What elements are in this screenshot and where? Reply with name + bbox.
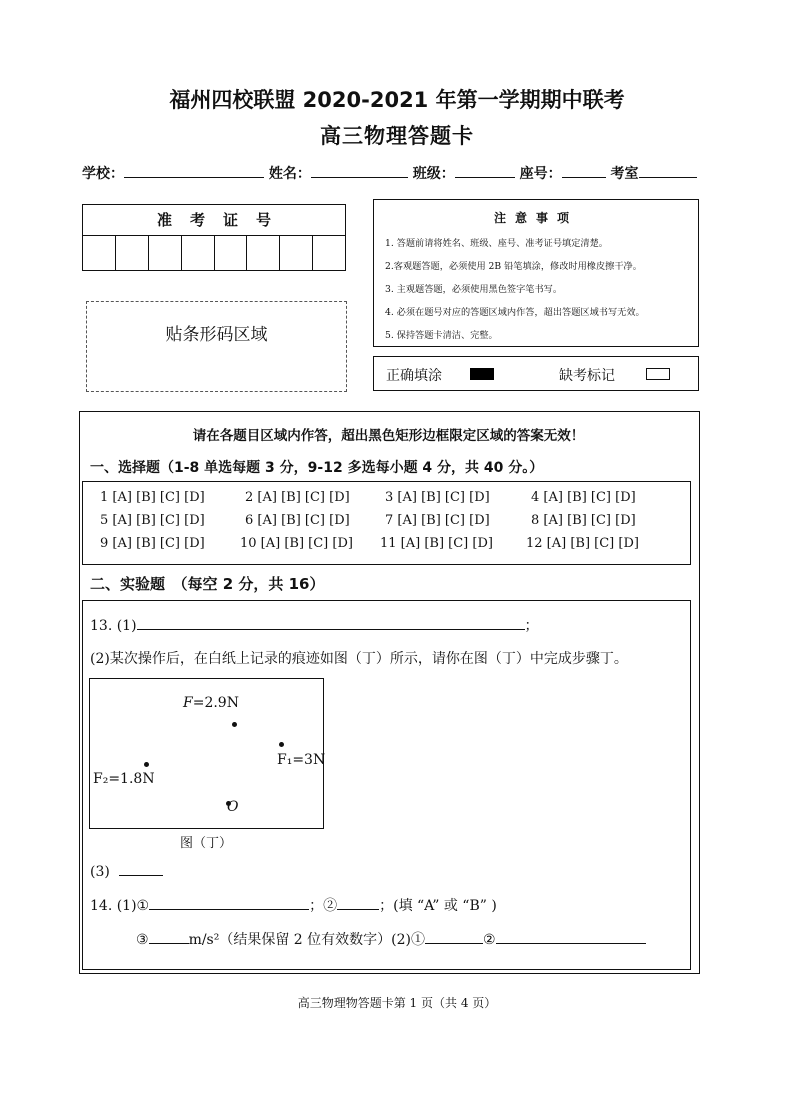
room-label: 考室 bbox=[610, 166, 639, 182]
force-F-point bbox=[232, 722, 237, 727]
origin-label: O bbox=[227, 799, 239, 815]
choice-item-4[interactable]: 4 [A] [B] [C] [D] bbox=[531, 490, 636, 505]
q14-1-answer-1[interactable] bbox=[149, 895, 309, 910]
q13-1-answer[interactable] bbox=[137, 615, 525, 630]
q13-3-answer[interactable] bbox=[119, 861, 163, 876]
school-field[interactable] bbox=[124, 163, 264, 178]
class-field[interactable] bbox=[455, 163, 515, 178]
choice-item-12[interactable]: 12 [A] [B] [C] [D] bbox=[526, 536, 639, 551]
notice-item: 5. 保持答题卡清洁、完整。 bbox=[385, 330, 498, 341]
q14-1-answer-2[interactable] bbox=[337, 895, 379, 910]
warning-text: 请在各题目区域内作答，超出黑色矩形边框限定区域的答案无效！ bbox=[192, 428, 585, 444]
page-footer: 高三物理物答题卡第 1 页（共 4 页） bbox=[297, 996, 497, 1010]
q14-1-answer-3[interactable] bbox=[149, 929, 189, 944]
school-label: 学校： bbox=[82, 166, 124, 182]
choice-grid bbox=[82, 481, 691, 565]
force-diagram[interactable] bbox=[89, 678, 324, 829]
notice-title: 注意事项 bbox=[493, 211, 578, 225]
seat-label: 座号： bbox=[519, 166, 562, 182]
choice-item-11[interactable]: 11 [A] [B] [C] [D] bbox=[380, 536, 493, 551]
barcode-label: 贴条形码区域 bbox=[165, 325, 268, 345]
figure-caption: 图（丁） bbox=[180, 836, 233, 851]
notice-item: 3. 主观题答题，必须使用黑色签字笔书写。 bbox=[385, 284, 563, 295]
exam-number-cell[interactable] bbox=[313, 236, 345, 270]
exam-number-cell[interactable] bbox=[247, 236, 280, 270]
student-info-line bbox=[82, 163, 697, 183]
class-label: 班级： bbox=[412, 166, 455, 182]
choice-item-10[interactable]: 10 [A] [B] [C] [D] bbox=[240, 536, 353, 551]
notice-item: 2.客观题答题，必须使用 2B 铅笔填涂，修改时用橡皮擦干净。 bbox=[385, 261, 642, 272]
correct-fill-swatch bbox=[470, 368, 494, 380]
choice-item-6[interactable]: 6 [A] [B] [C] [D] bbox=[245, 513, 350, 528]
correct-fill-label: 正确填涂 bbox=[386, 368, 442, 384]
name-label: 姓名： bbox=[268, 166, 311, 182]
name-field[interactable] bbox=[311, 163, 408, 178]
exam-number-cell[interactable] bbox=[83, 236, 116, 270]
exam-number-cell[interactable] bbox=[149, 236, 182, 270]
exam-number-cell[interactable] bbox=[116, 236, 149, 270]
force-F1-label: F₁=3N bbox=[277, 752, 326, 768]
choice-item-1[interactable]: 1 [A] [B] [C] [D] bbox=[100, 490, 205, 505]
force-F-label: F=2.9N bbox=[183, 695, 239, 711]
page-title: 福州四校联盟 2020-2021 年第一学期期中联考 bbox=[169, 88, 625, 112]
choice-item-2[interactable]: 2 [A] [B] [C] [D] bbox=[245, 490, 350, 505]
choice-item-9[interactable]: 9 [A] [B] [C] [D] bbox=[100, 536, 205, 551]
notice-item: 1. 答题前请将姓名、班级、座号、准考证号填定清楚。 bbox=[385, 238, 608, 249]
exam-number-cell[interactable] bbox=[280, 236, 313, 270]
choice-item-8[interactable]: 8 [A] [B] [C] [D] bbox=[531, 513, 636, 528]
exam-number-cell[interactable] bbox=[182, 236, 215, 270]
q14-2-answer-2[interactable] bbox=[496, 929, 646, 944]
notice-item: 4. 必须在题号对应的答题区域内作答，超出答题区域书写无效。 bbox=[385, 307, 645, 318]
fill-example-box bbox=[373, 356, 699, 391]
choice-item-5[interactable]: 5 [A] [B] [C] [D] bbox=[100, 513, 205, 528]
notice-box bbox=[373, 199, 699, 347]
choice-item-3[interactable]: 3 [A] [B] [C] [D] bbox=[385, 490, 490, 505]
exam-number-cell[interactable] bbox=[215, 236, 248, 270]
page-subtitle: 高三物理答题卡 bbox=[320, 124, 474, 148]
choice-item-7[interactable]: 7 [A] [B] [C] [D] bbox=[385, 513, 490, 528]
room-field[interactable] bbox=[639, 163, 697, 178]
force-F1-point bbox=[279, 742, 284, 747]
force-F2-point bbox=[144, 762, 149, 767]
absent-mark-checkbox[interactable] bbox=[646, 368, 670, 380]
seat-field[interactable] bbox=[562, 163, 606, 178]
q14-2-answer-1[interactable] bbox=[425, 929, 483, 944]
question-13-3: (3) bbox=[90, 861, 163, 880]
force-F2-label: F₂=1.8N bbox=[93, 771, 155, 787]
barcode-area bbox=[86, 301, 347, 392]
question-14-1: 14. (1)① ；② ；(填 “A” 或 “B” ) bbox=[90, 895, 497, 915]
section1-title: 一、选择题（1-8 单选每题 3 分，9-12 多选每小题 4 分，共 40 分。） bbox=[90, 460, 544, 476]
question-13-2: (2)某次操作后，在白纸上记录的痕迹如图（丁）所示，请你在图（丁）中完成步骤丁。 bbox=[90, 651, 628, 667]
question-14-2: ③ m/s²（结果保留 2 位有效数字）(2)① ② bbox=[136, 929, 646, 949]
question-13-1: 13. (1) ； bbox=[90, 615, 539, 635]
absent-mark-label: 缺考标记 bbox=[559, 368, 615, 384]
exam-number-box bbox=[82, 204, 346, 271]
exam-number-cells bbox=[83, 236, 345, 270]
exam-number-label: 准考证号 bbox=[83, 205, 345, 236]
section2-title: 二、实验题 （每空 2 分，共 16） bbox=[90, 575, 325, 593]
